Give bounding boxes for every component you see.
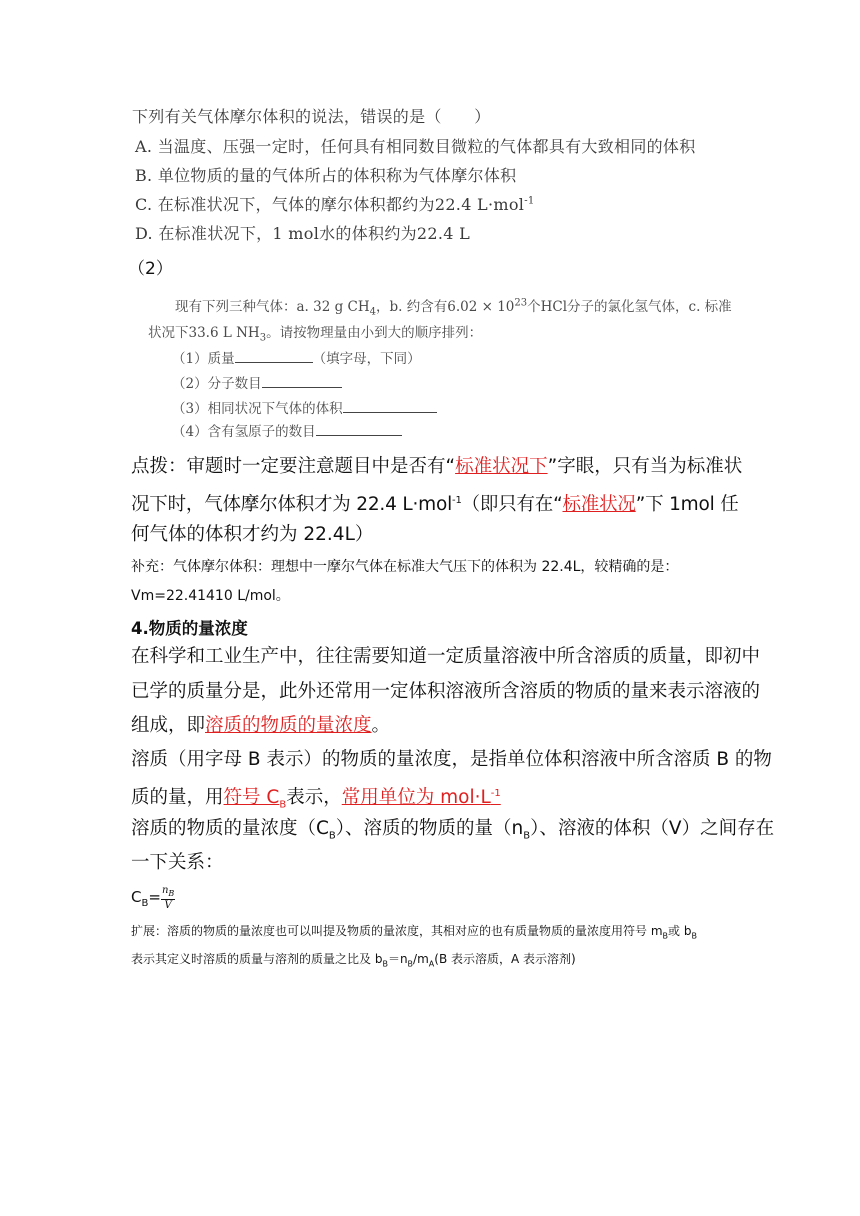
extension-line-2 <box>131 950 576 968</box>
p2-text-2: 表示， <box>286 787 342 809</box>
tip-text-3: 况下时，气体摩尔体积才为 22.4 L·mol <box>131 494 453 516</box>
ext-text-2: 或 b <box>668 924 692 938</box>
formula-numerator <box>161 885 175 900</box>
ext-sub-3: B <box>382 959 388 969</box>
ext-sub-4: B <box>407 959 414 969</box>
formula-equals: = <box>148 888 161 906</box>
ext-sub-1: B <box>662 931 669 941</box>
ext-text-1: 扩展：溶质的物质的量浓度也可以叫提及物质的量浓度，其相对应的也有质量物质的量浓度用符号 m <box>131 924 663 938</box>
tip-line-3: 何气体的体积才约为 22.4L） <box>131 524 374 545</box>
p2-highlight-symbol <box>223 787 287 811</box>
supplement-line-2: Vm=22.41410 L/mol。 <box>131 588 290 604</box>
p2-highlight-unit <box>342 787 501 808</box>
paragraph-1-line-2: 已学的质量分是，此外还常用一定体积溶液所含溶质的物质的量来表示溶液的 <box>131 681 761 702</box>
option-c-text: C. 在标准状况下，气体的摩尔体积都约为22.4 L·mol <box>135 195 525 214</box>
p3-sub-1: B <box>328 830 336 842</box>
p3-text-2: ）、溶质的物质的量（n <box>335 818 524 839</box>
tip-highlight-1: 标准状况下 <box>455 456 548 477</box>
p3-sub-2: B <box>523 830 531 842</box>
paragraph-1-line-1: 在科学和工业生产中，往往需要知道一定质量溶液中所含溶质的质量，即初中 <box>131 646 761 667</box>
tip-text-2: ”字眼，只有当为标准状 <box>547 456 743 477</box>
answer-blank-1[interactable] <box>235 349 313 363</box>
p3-text-3: ）、溶液的体积（V）之间存在 <box>530 818 775 839</box>
symbol-text: 符号 C <box>223 787 280 809</box>
question-2-stem-line2 <box>148 321 482 344</box>
question-2-item-4 <box>172 420 402 440</box>
item-2-label: （2）分子数目 <box>172 376 262 392</box>
stem-line2-text-2: 。请按物理量由小到大的顺序排列： <box>266 325 483 341</box>
paragraph-2-line-1: 溶质（用字母 B 表示）的物质的量浓度，是指单位体积溶液中所含溶质 B 的物 <box>131 749 772 770</box>
formula-denominator: V <box>164 899 172 911</box>
answer-blank-3[interactable] <box>343 399 437 413</box>
stem-sub-1: 4 <box>369 306 377 318</box>
question-1-option-b: B. 单位物质的量的气体所占的体积称为气体摩尔体积 <box>135 166 517 185</box>
numerator-sub: B <box>168 888 175 898</box>
p1-end: 。 <box>371 715 391 736</box>
tip-text-1: 点拨：审题时一定要注意题目中是否有“ <box>131 456 456 477</box>
p1-highlight: 溶质的物质的量浓度 <box>205 715 372 736</box>
section-4-heading: 4.物质的量浓度 <box>131 619 248 638</box>
formula-fraction <box>161 885 175 911</box>
p1-text: 组成，即 <box>131 715 206 736</box>
tip-text-5: ”下 1mol 任 <box>635 494 739 516</box>
question-2-label: （2） <box>128 259 173 279</box>
answer-blank-4[interactable] <box>316 422 402 436</box>
item-1-suffix: （填字母，下同） <box>312 351 421 367</box>
tip-highlight-2: 标准状况 <box>562 494 636 516</box>
ext-text-6: (B 表示溶质，A 表示溶剂) <box>434 952 576 966</box>
stem-line2-sub: 3 <box>259 332 267 344</box>
stem-sup-1: 23 <box>514 297 528 309</box>
stem-text-3: 个HCl分子的氯化氢气体，c. 标准 <box>527 299 732 315</box>
concentration-formula <box>131 880 175 921</box>
item-4-label: （4）含有氢原子的数目 <box>172 424 316 440</box>
question-1-option-a: A. 当温度、压强一定时，任何具有相同数目微粒的气体都具有大致相同的体积 <box>135 137 696 156</box>
question-2-item-2 <box>172 372 342 392</box>
item-3-label: （3）相同状况下气体的体积 <box>172 401 343 417</box>
tip-superscript: -1 <box>452 495 462 506</box>
p2-text-1: 质的量，用 <box>131 787 224 809</box>
question-2-item-1 <box>172 347 421 367</box>
formula-lhs: C <box>131 888 142 906</box>
option-c-superscript: -1 <box>524 195 535 207</box>
question-2-stem-line1 <box>175 295 732 318</box>
paragraph-1-line-3 <box>131 709 390 743</box>
answer-blank-2[interactable] <box>262 374 342 388</box>
supplement-line-1: 补充：气体摩尔体积：理想中一摩尔气体在标准大气压下的体积为 22.4L，较精确的是： <box>131 559 679 575</box>
tip-line-2 <box>131 484 739 522</box>
tip-text-4: （即只有在“ <box>461 494 563 516</box>
numerator-text: n <box>161 884 169 896</box>
unit-text: 常用单位为 mol·L <box>341 787 491 809</box>
extension-line-1 <box>131 922 697 940</box>
question-1-stem: 下列有关气体摩尔体积的说法，错误的是（ ） <box>132 107 491 126</box>
formula-lhs-sub: B <box>141 898 149 909</box>
ext-text-4: ＝n <box>387 952 408 966</box>
question-1-option-c <box>135 192 535 215</box>
stem-line2-text-1: 状况下33.6 L NH <box>148 325 260 341</box>
question-1-option-d: D. 在标准状况下，1 mol水的体积约为22.4 L <box>135 224 471 243</box>
unit-sup: -1 <box>490 788 501 799</box>
paragraph-3-line-1 <box>131 812 774 854</box>
question-2-item-3 <box>172 397 437 417</box>
paragraph-3-line-2: 一下关系： <box>131 852 224 873</box>
ext-sub-2: B <box>691 931 697 941</box>
item-1-label: （1）质量 <box>172 351 235 367</box>
ext-text-3: 表示其定义时溶质的质量与溶剂的质量之比及 b <box>131 952 383 966</box>
symbol-sub: B <box>279 799 287 811</box>
stem-text-2: ，b. 约含有6.02 × 10 <box>376 299 515 315</box>
ext-text-5: /m <box>413 952 429 966</box>
ext-sub-5: A <box>428 959 435 969</box>
stem-text-1: 现有下列三种气体：a. 32 g CH <box>175 299 370 315</box>
tip-line-1 <box>131 450 742 484</box>
p3-text-1: 溶质的物质的量浓度（C <box>131 818 329 839</box>
